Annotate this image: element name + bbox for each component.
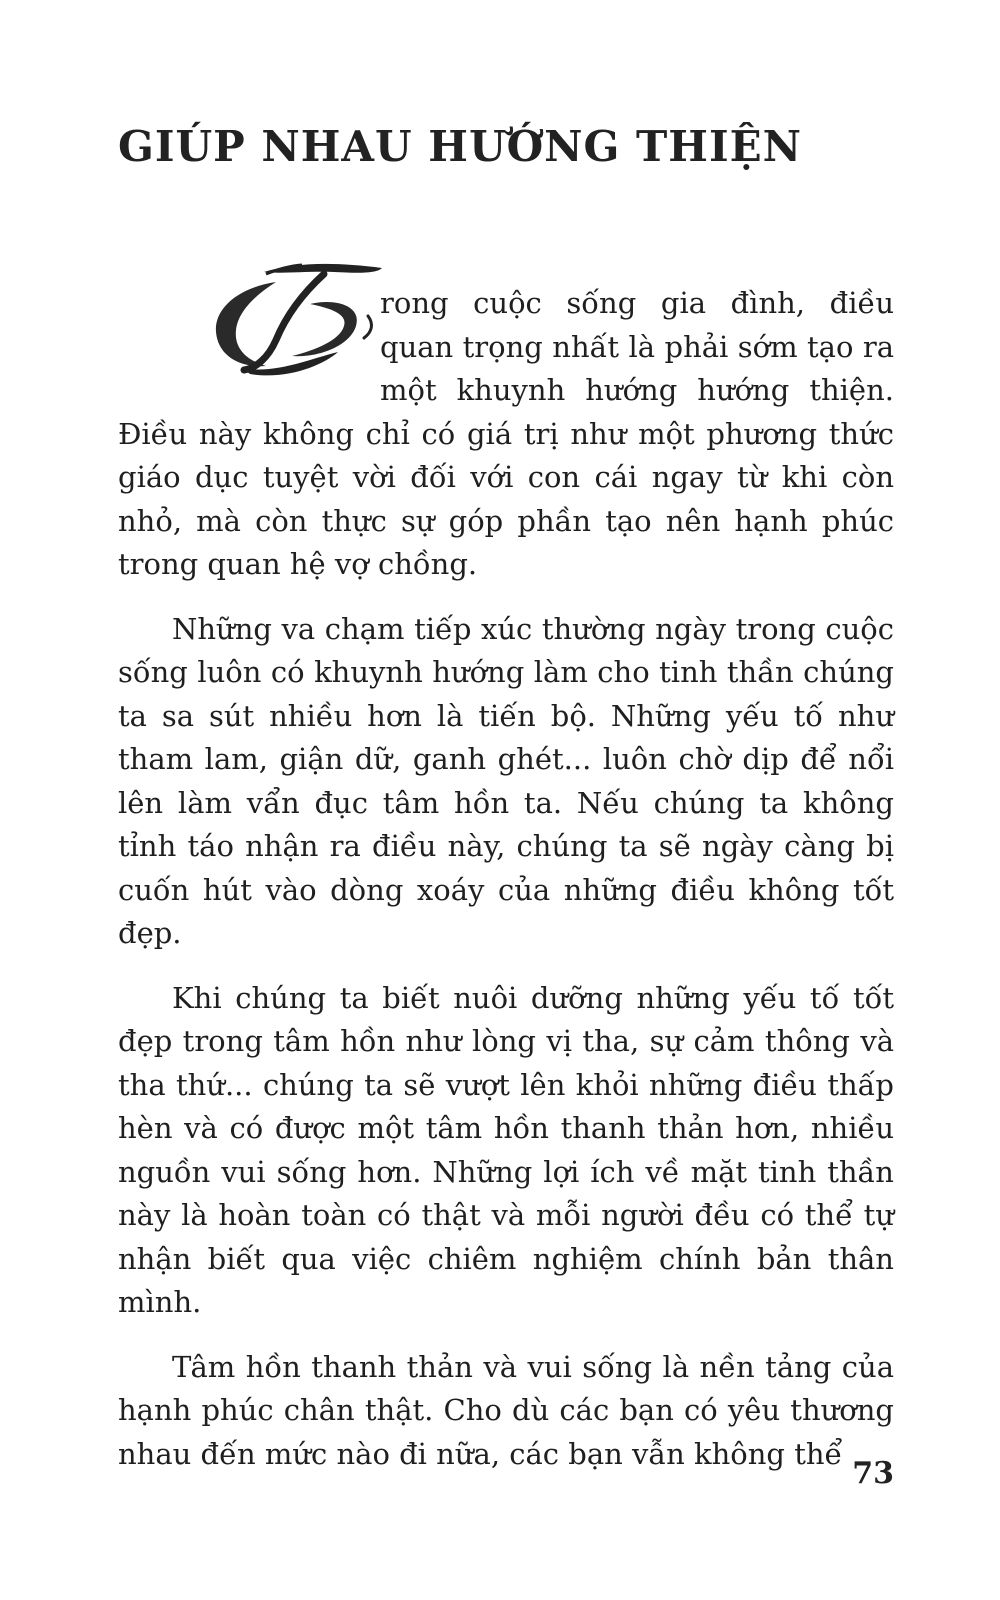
paragraph-4: Tâm hồn thanh thản và vui sống là nền tảng của hạnh phúc chân thật. Cho dù các bạn có yêu thương nhau đến mức nào đi nữa, các bạn vẫn không thể	[118, 1349, 894, 1471]
paragraph-1	[118, 282, 894, 587]
paragraph-1-text: rong cuộc sống gia đình, điều quan trọng nhất là phải sớm tạo ra một khuynh hướng hướng thiện. Điều này không chỉ có giá trị như một phương thức giáo dục tuyệt vời đối với con cái ngay từ khi còn nhỏ, mà còn thực sự góp phần tạo nên hạnh phúc trong quan hệ vợ chồng.	[118, 286, 894, 581]
body-text	[118, 282, 894, 1476]
drop-cap	[118, 284, 380, 374]
paragraph-3: Khi chúng ta biết nuôi dưỡng những yếu tố tốt đẹp trong tâm hồn như lòng vị tha, sự cảm thông và tha thứ... chúng ta sẽ vượt lên khỏi những điều thấp hèn và có được một tâm hồn thanh thản hơn, nhiều nguồn vui sống hơn. Những lợi ích về mặt tinh thần này là hoàn toàn có thật và mỗi người đều có thể tự nhận biết qua việc chiêm nghiệm chính bản thân mình.	[118, 980, 894, 1319]
chapter-title: GIÚP NHAU HƯỚNG THIỆN	[118, 122, 803, 171]
decorative-drop-cap-t-icon	[206, 260, 386, 384]
page-number: 73	[852, 1456, 894, 1491]
paragraph-2: Những va chạm tiếp xúc thường ngày trong cuộc sống luôn có khuynh hướng làm cho tinh thần chúng ta sa sút nhiều hơn là tiến bộ. Những yếu tố như tham lam, giận dữ, ganh ghét... luôn chờ dịp để nổi lên làm vẩn đục tâm hồn ta. Nếu chúng ta không tỉnh táo nhận ra điều này, chúng ta sẽ ngày càng bị cuốn hút vào dòng xoáy của những điều không tốt đẹp.	[118, 611, 894, 950]
